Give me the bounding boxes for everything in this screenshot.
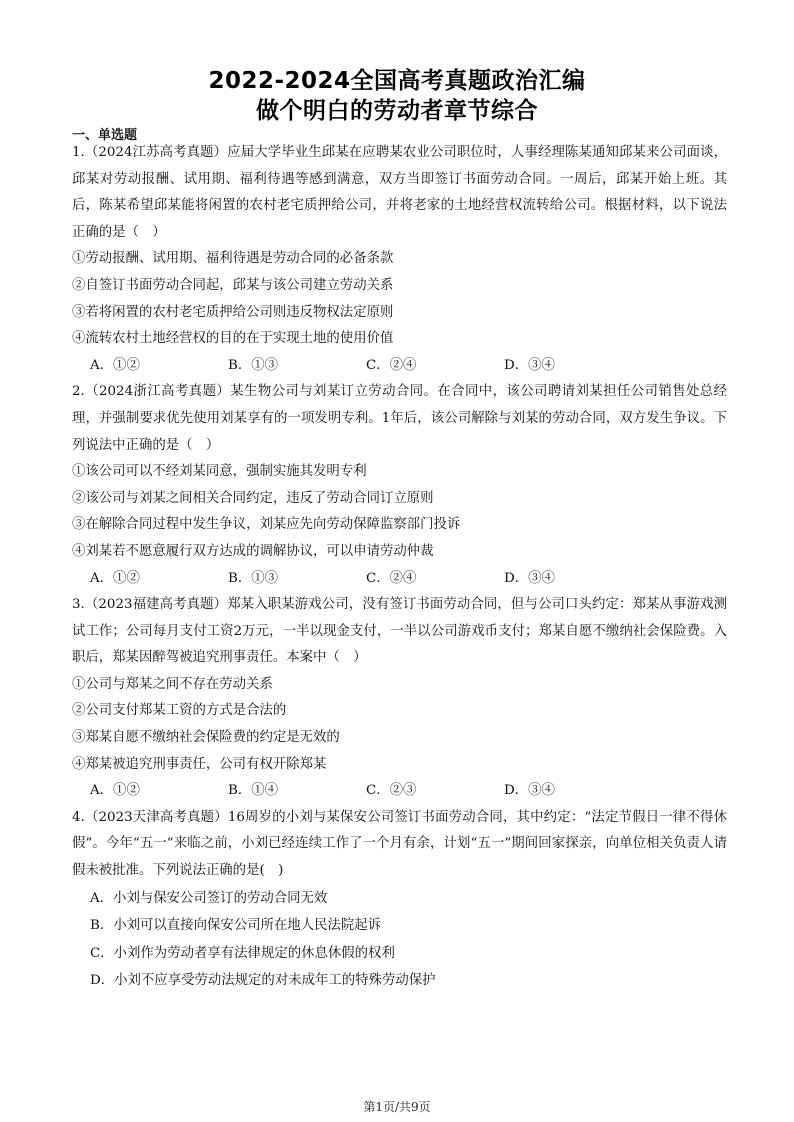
question-stem: 1.（2024江苏高考真题）应届大学毕业生邱某在应聘某农业公司职位时，人事经理陈某通知邱某来公司面谈，邱某对劳动报酬、试用期、福利待遇等感到满意，双方当即签订书面劳动合同。一周后，邱某开始上班。其后，陈某希望邱某能将闲置的农村老宅质押给公司，并将老家的土地经营权流转给公司。根据材料，以下说法正确的是（ ）	[72, 145, 727, 240]
option-a: A．小刘与保安公司签订的劳动合同无效	[90, 890, 328, 906]
option-b: B．①③	[228, 570, 279, 586]
option-b: B．小刘可以直接向保安公司所在地人民法院起诉	[90, 918, 382, 934]
document-subtitle: 做个明白的劳动者章节综合	[256, 98, 538, 124]
option-c: C．小刘作为劳动者享有法律规定的休息休假的权利	[90, 945, 395, 961]
answer-options	[72, 778, 727, 805]
option-a: A．①②	[90, 783, 140, 799]
section-heading: 一、单选题	[72, 128, 138, 143]
statement: ①公司与郑某之间不存在劳动关系	[72, 676, 273, 692]
question-1	[72, 140, 727, 379]
statement: ③郑某自愿不缴纳社会保险费的约定是无效的	[72, 730, 340, 746]
statement: ①劳动报酬、试用期、福利待遇是劳动合同的必备条款	[72, 251, 394, 267]
answer-options	[72, 353, 727, 380]
option-c: C．②③	[366, 783, 417, 799]
question-4	[72, 805, 727, 995]
option-d: D．③④	[504, 570, 555, 586]
question-stem: 2.（2024浙江高考真题）某生物公司与刘某订立劳动合同。在合同中，该公司聘请刘某担任公司销售处总经理，并强制要求优先使用刘某享有的一项发明专利。1年后，该公司解除与刘某的劳动合同，双方发生争议。下列说法中正确的是（ ）	[72, 384, 727, 453]
statement: ④流转农村土地经营权的目的在于实现土地的使用价值	[72, 331, 394, 347]
option-c: C．②④	[366, 570, 417, 586]
question-2	[72, 379, 727, 592]
statement: ②该公司与刘某之间相关合同约定，违反了劳动合同订立原则	[72, 490, 434, 506]
option-a: A．①②	[90, 357, 140, 373]
option-a: A．①②	[90, 570, 140, 586]
question-list	[72, 140, 727, 995]
option-c: C．②④	[366, 357, 417, 373]
question-stem: 4.（2023天津高考真题）16周岁的小刘与某保安公司签订书面劳动合同，其中约定：“法定节假日一律不得休假”。今年“五一”来临之前，小刘已经连续工作了一个月有余，计划“五一”期间回家探亲，向单位相关负责人请假未被批准。下列说法正确的是( )	[72, 809, 727, 879]
statement: ③在解除合同过程中发生争议，刘某应先向劳动保障监察部门投诉	[72, 517, 461, 533]
question-3	[72, 592, 727, 805]
question-stem: 3.（2023福建高考真题）郑某入职某游戏公司，没有签订书面劳动合同，但与公司口头约定：郑某从事游戏测试工作；公司每月支付工资2万元，一半以现金支付，一半以公司游戏币支付；郑某自愿不缴纳社会保险费。入职后，郑某因醉驾被追究刑事责任。本案中（ ）	[72, 597, 727, 666]
statement: ③若将闲置的农村老宅质押给公司则违反物权法定原则	[72, 304, 394, 320]
option-d: D．③④	[504, 357, 555, 373]
option-d: D．③④	[504, 783, 555, 799]
statement: ②自签订书面劳动合同起，邱某与该公司建立劳动关系	[72, 277, 394, 293]
page-number: 第1页/共9页	[363, 1100, 431, 1114]
option-d: D．小刘不应享受劳动法规定的对未成年工的特殊劳动保护	[90, 973, 436, 989]
statement: ④刘某若不愿意履行双方达成的调解协议，可以申请劳动仲裁	[72, 543, 434, 559]
option-b: B．①③	[228, 357, 279, 373]
option-b: B．①④	[228, 783, 279, 799]
statement: ①该公司可以不经刘某同意，强制实施其发明专利	[72, 464, 367, 480]
statement: ②公司支付郑某工资的方式是合法的	[72, 703, 287, 719]
statement: ④郑某被追究刑事责任，公司有权开除郑某	[72, 756, 327, 772]
answer-options	[72, 566, 727, 593]
document-title: 2022-2024全国高考真题政治汇编	[208, 68, 586, 94]
